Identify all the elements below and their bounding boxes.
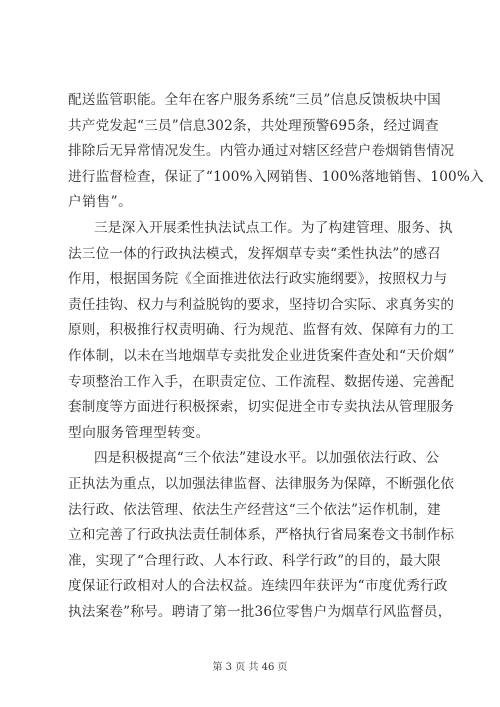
text-line: 套制度等方面进行积极探索，切实促进全市专卖执法从管理服务	[68, 399, 455, 416]
page-footer: 第 3 页 共 46 页	[212, 662, 288, 673]
text-line: 原则，积极推行权责明确、行为规范、监督有效、保障有力的工	[68, 322, 455, 339]
body-text	[68, 88, 484, 625]
text-line: 共产党发起“三员”信息302条，共处理预警695条，经过调查	[68, 117, 439, 134]
text-line: 作用，根据国务院《全面推进依法行政实施纲要》，按照权力与	[68, 271, 448, 288]
text-line: 型向服务管理型转变。	[68, 424, 210, 441]
text-line: 责任挂钩、权力与利益脱钩的要求，坚持切合实际、求真务实的	[68, 296, 455, 313]
text-line: 法三位一体的行政执法模式，发挥烟草专卖“柔性执法”的感召	[68, 245, 441, 262]
text-line: 度保证行政相对人的合法权益。连续四年获评为“市度优秀行政	[68, 578, 448, 595]
text-line: 配送监管职能。全年在客户服务系统“三员”信息反馈板块中国	[68, 92, 441, 108]
text-line: 排除后无异常情况发生。内管办通过对辖区经营户卷烟销售情况	[68, 143, 455, 160]
paragraph-start-line: 三是深入开展柔性执法试点工作。为了构建管理、服务、执	[94, 219, 453, 236]
text-line: 专项整治工作入手，在职责定位、工作流程、数据传递、完善配	[68, 373, 455, 390]
text-line: 正执法为重点，以加强法律监督、法律服务为保障，不断强化依	[68, 475, 455, 492]
text-line: 准，实现了“合理行政、人本行政、科学行政”的目的，最大限	[68, 552, 441, 569]
text-line: 作体制，以未在当地烟草专卖批发企业进货案件查处和“天价烟”	[68, 347, 455, 364]
text-line: 法行政、依法管理、依法生产经营这“三个依法”运作机制，建	[68, 501, 441, 518]
paragraph-start-line: 四是积极提高“三个依法”建设水平。以加强依法行政、公	[94, 450, 440, 467]
text-line: 执法案卷”称号。聘请了第一批36位零售户为烟草行风监督员，	[68, 603, 452, 620]
text-line: 户销售”。	[68, 194, 133, 211]
text-line: 进行监督检查，保证了“100%入网销售、100%落地销售、100%入	[68, 168, 484, 185]
text-line: 立和完善了行政执法责任制体系，严格执行省局案卷文书制作标	[68, 527, 455, 544]
